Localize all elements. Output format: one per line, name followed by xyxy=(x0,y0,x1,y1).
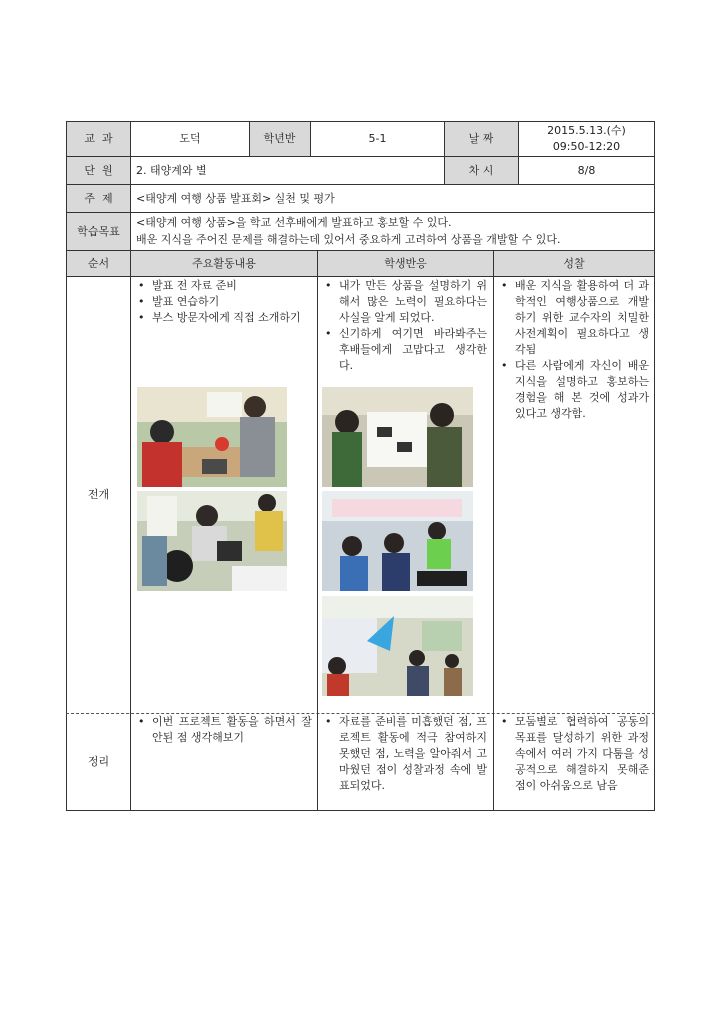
subject-value: 도덕 xyxy=(179,132,201,145)
classroom-photo xyxy=(137,491,287,591)
response-list xyxy=(321,714,487,794)
col-divider xyxy=(493,250,494,811)
column-header-reflection: 성찰 xyxy=(563,256,585,270)
list-item: • 모둠별로 협력하여 공동의 목표를 달성하기 위한 과정속에서 여러 가지 다툼을 성공적으로 해결하지 못해준 점이 아쉬움으로 남음 xyxy=(497,714,649,794)
topic-value: <태양계 여행 상품 발표회> 실천 및 평가 xyxy=(136,191,335,205)
list-item: • 발표 전 자료 준비 xyxy=(134,278,312,294)
date-label: 날 짜 xyxy=(468,132,494,145)
classroom-photo xyxy=(322,491,473,591)
grade-value: 5-1 xyxy=(368,132,387,145)
activity-list xyxy=(134,714,312,746)
subject-label: 교 과 xyxy=(84,132,113,145)
list-item: • 이번 프로젝트 활동을 하면서 잘 안된 점 생각해보기 xyxy=(134,714,312,746)
col-divider xyxy=(317,250,318,811)
list-item: • 발표 연습하기 xyxy=(134,294,312,310)
list-item: • 다른 사람에게 자신이 배운 지식을 설명하고 홍보하는 경험을 해 본 것에 성과가 있다고 생각함. xyxy=(497,358,649,422)
classroom-photo xyxy=(137,387,287,487)
col-divider xyxy=(130,121,131,811)
classroom-photo xyxy=(322,387,473,487)
objective-lines xyxy=(136,213,652,251)
column-header-order: 순서 xyxy=(87,256,110,270)
column-header-activity: 주요활동내용 xyxy=(192,256,256,270)
grade-label: 학년반 xyxy=(263,132,296,145)
list-item: • 신기하게 여기면 바라봐주는 후배들에게 고맙다고 생각한다. xyxy=(321,326,487,374)
date-value: 2015.5.13.(수) xyxy=(547,124,626,137)
session-value: 8/8 xyxy=(577,163,596,177)
reflection-list xyxy=(497,278,649,422)
response-list xyxy=(321,278,487,374)
activity-list xyxy=(134,278,312,326)
stage-wrap-up: 정리 xyxy=(87,755,110,768)
topic-label: 주 제 xyxy=(84,191,113,205)
time-value: 09:50-12:20 xyxy=(552,140,621,153)
list-item: • 배운 지식을 활용하여 더 과학적인 여행상품으로 개발하기 위한 교수자의 치밀한 사전계획이 필요하다고 생각됨 xyxy=(497,278,649,358)
reflection-list xyxy=(497,714,649,794)
column-header-response: 학생반응 xyxy=(384,256,427,270)
list-item: • 부스 방문자에게 직접 소개하기 xyxy=(134,310,312,326)
objective-line: 배운 지식을 주어진 문제를 해결하는데 있어서 중요하게 고려하여 상품을 개발할 수 있다. xyxy=(136,233,561,246)
unit-value: 2. 태양계와 별 xyxy=(136,163,207,177)
objective-line: <태양계 여행 상품>을 학교 선후배에게 발표하고 홍보할 수 있다. xyxy=(136,216,452,229)
objective-label: 학습목표 xyxy=(77,224,120,238)
row-divider xyxy=(66,276,655,277)
list-item: • 자료를 준비를 미흡했던 점, 프로젝트 활동에 적극 참여하지 못했던 점, 노력을 알아줘서 고마웠던 점이 성찰과정 속에 발표되었다. xyxy=(321,714,487,794)
session-label: 차 시 xyxy=(468,163,494,177)
list-item: • 내가 만든 상품을 설명하기 위해서 많은 노력이 필요하다는 사실을 알게 되었다. xyxy=(321,278,487,326)
unit-label: 단 원 xyxy=(84,163,113,177)
date-cell xyxy=(519,122,654,156)
classroom-photo xyxy=(322,596,473,696)
stage-development: 전개 xyxy=(87,488,110,501)
